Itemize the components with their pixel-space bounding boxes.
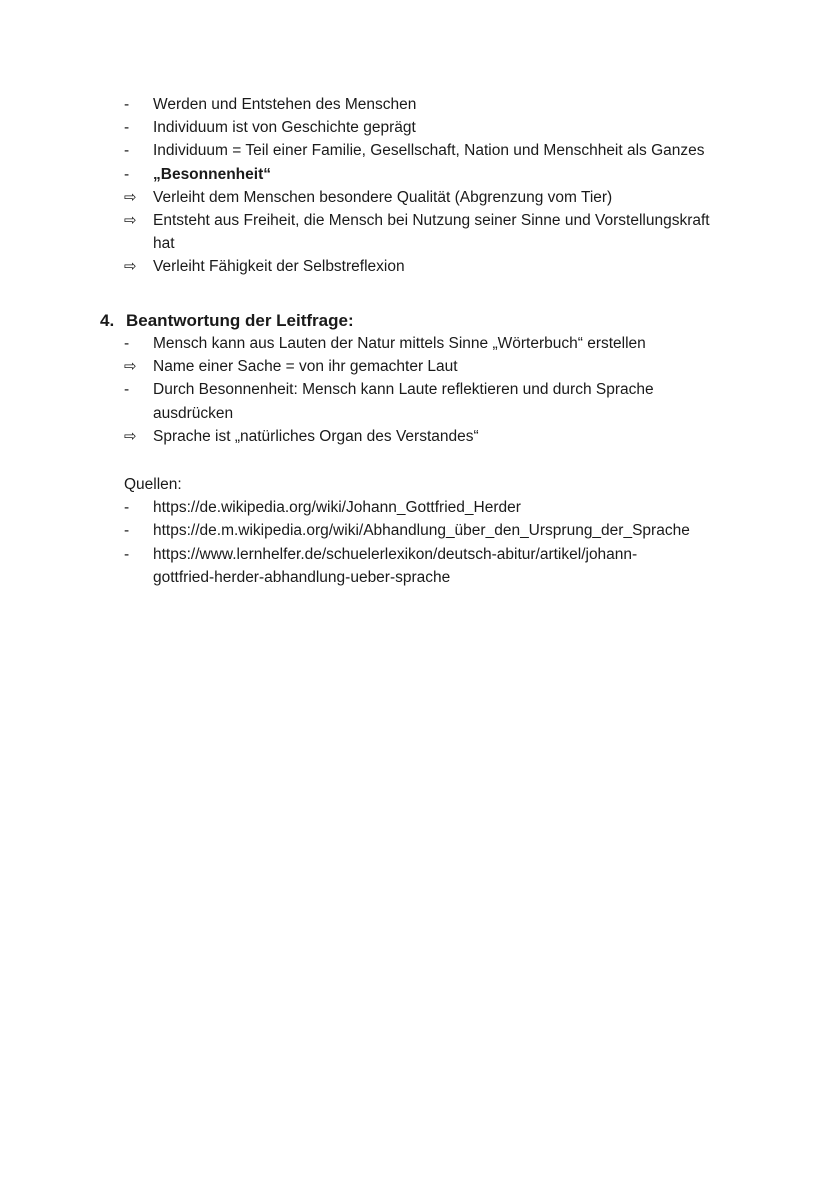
source-url: gottfried-herder-abhandlung-ueber-sprache bbox=[153, 568, 451, 586]
list-item bbox=[0, 139, 828, 162]
list-item bbox=[0, 93, 828, 116]
section-number: 4. bbox=[100, 311, 115, 330]
source-item bbox=[0, 519, 828, 542]
list-item-text: Individuum = Teil einer Familie, Gesellschaft, Nation und Menschheit als Ganzes bbox=[153, 142, 705, 160]
list-item-text-bold: „Besonnenheit“ bbox=[153, 165, 271, 183]
sources-label: Quellen: bbox=[124, 476, 182, 493]
list-item-text: ausdrücken bbox=[153, 404, 234, 422]
section3-list bbox=[0, 93, 828, 279]
list-item-text: Entsteht aus Freiheit, die Mensch bei Nutzung seiner Sinne und Vorstellungskraft bbox=[153, 211, 710, 229]
list-item-text: Werden und Entstehen des Menschen bbox=[153, 96, 417, 113]
arrow-bullet-icon: ⇨ bbox=[124, 427, 137, 445]
sources-label-line bbox=[0, 473, 828, 496]
source-item bbox=[0, 543, 828, 566]
list-item-text: Individuum ist von Geschichte geprägt bbox=[153, 119, 416, 137]
dash-bullet: - bbox=[124, 499, 130, 517]
list-item bbox=[0, 425, 828, 448]
list-item-text: hat bbox=[153, 235, 175, 253]
dash-bullet: - bbox=[124, 142, 130, 160]
list-item bbox=[0, 209, 828, 232]
list-item-continuation bbox=[0, 402, 828, 425]
section-heading bbox=[0, 308, 828, 334]
dash-bullet: - bbox=[124, 165, 130, 183]
source-url: https://www.lernhelfer.de/schuelerlexikon/deutsch-abitur/artikel/johann- bbox=[153, 545, 638, 563]
source-item bbox=[0, 496, 828, 519]
sources bbox=[0, 473, 828, 589]
list-item-text: Verleiht Fähigkeit der Selbstreflexion bbox=[153, 258, 405, 276]
list-item bbox=[0, 355, 828, 378]
list-item bbox=[0, 378, 828, 401]
arrow-bullet-icon: ⇨ bbox=[124, 211, 137, 229]
list-item bbox=[0, 255, 828, 278]
section4-list bbox=[0, 332, 828, 448]
list-item-text: Verleiht dem Menschen besondere Qualität (Abgrenzung vom Tier) bbox=[153, 188, 613, 206]
source-item-continuation bbox=[0, 566, 828, 589]
section4 bbox=[0, 308, 828, 334]
arrow-bullet-icon: ⇨ bbox=[124, 188, 137, 206]
dash-bullet: - bbox=[124, 119, 130, 137]
dash-bullet: - bbox=[124, 545, 130, 563]
dash-bullet: - bbox=[124, 96, 130, 113]
list-item-text: Mensch kann aus Lauten der Natur mittels Sinne „Wörterbuch“ erstellen bbox=[153, 335, 646, 352]
list-item bbox=[0, 163, 828, 186]
list-item-continuation bbox=[0, 232, 828, 255]
list-item-text: Sprache ist „natürliches Organ des Verstandes“ bbox=[153, 427, 479, 445]
list-item-text: Name einer Sache = von ihr gemachter Laut bbox=[153, 358, 458, 376]
list-item bbox=[0, 186, 828, 209]
section-title: Beantwortung der Leitfrage: bbox=[126, 311, 354, 330]
source-url: https://de.m.wikipedia.org/wiki/Abhandlung_über_den_Ursprung_der_Sprache bbox=[153, 522, 690, 540]
list-item-text: Durch Besonnenheit: Mensch kann Laute reflektieren und durch Sprache bbox=[153, 381, 654, 399]
list-item bbox=[0, 116, 828, 139]
arrow-bullet-icon: ⇨ bbox=[124, 358, 137, 376]
arrow-bullet-icon: ⇨ bbox=[124, 258, 137, 276]
source-url: https://de.wikipedia.org/wiki/Johann_Gottfried_Herder bbox=[153, 499, 521, 517]
dash-bullet: - bbox=[124, 335, 130, 352]
list-item bbox=[0, 332, 828, 355]
dash-bullet: - bbox=[124, 522, 130, 540]
dash-bullet: - bbox=[124, 381, 130, 399]
